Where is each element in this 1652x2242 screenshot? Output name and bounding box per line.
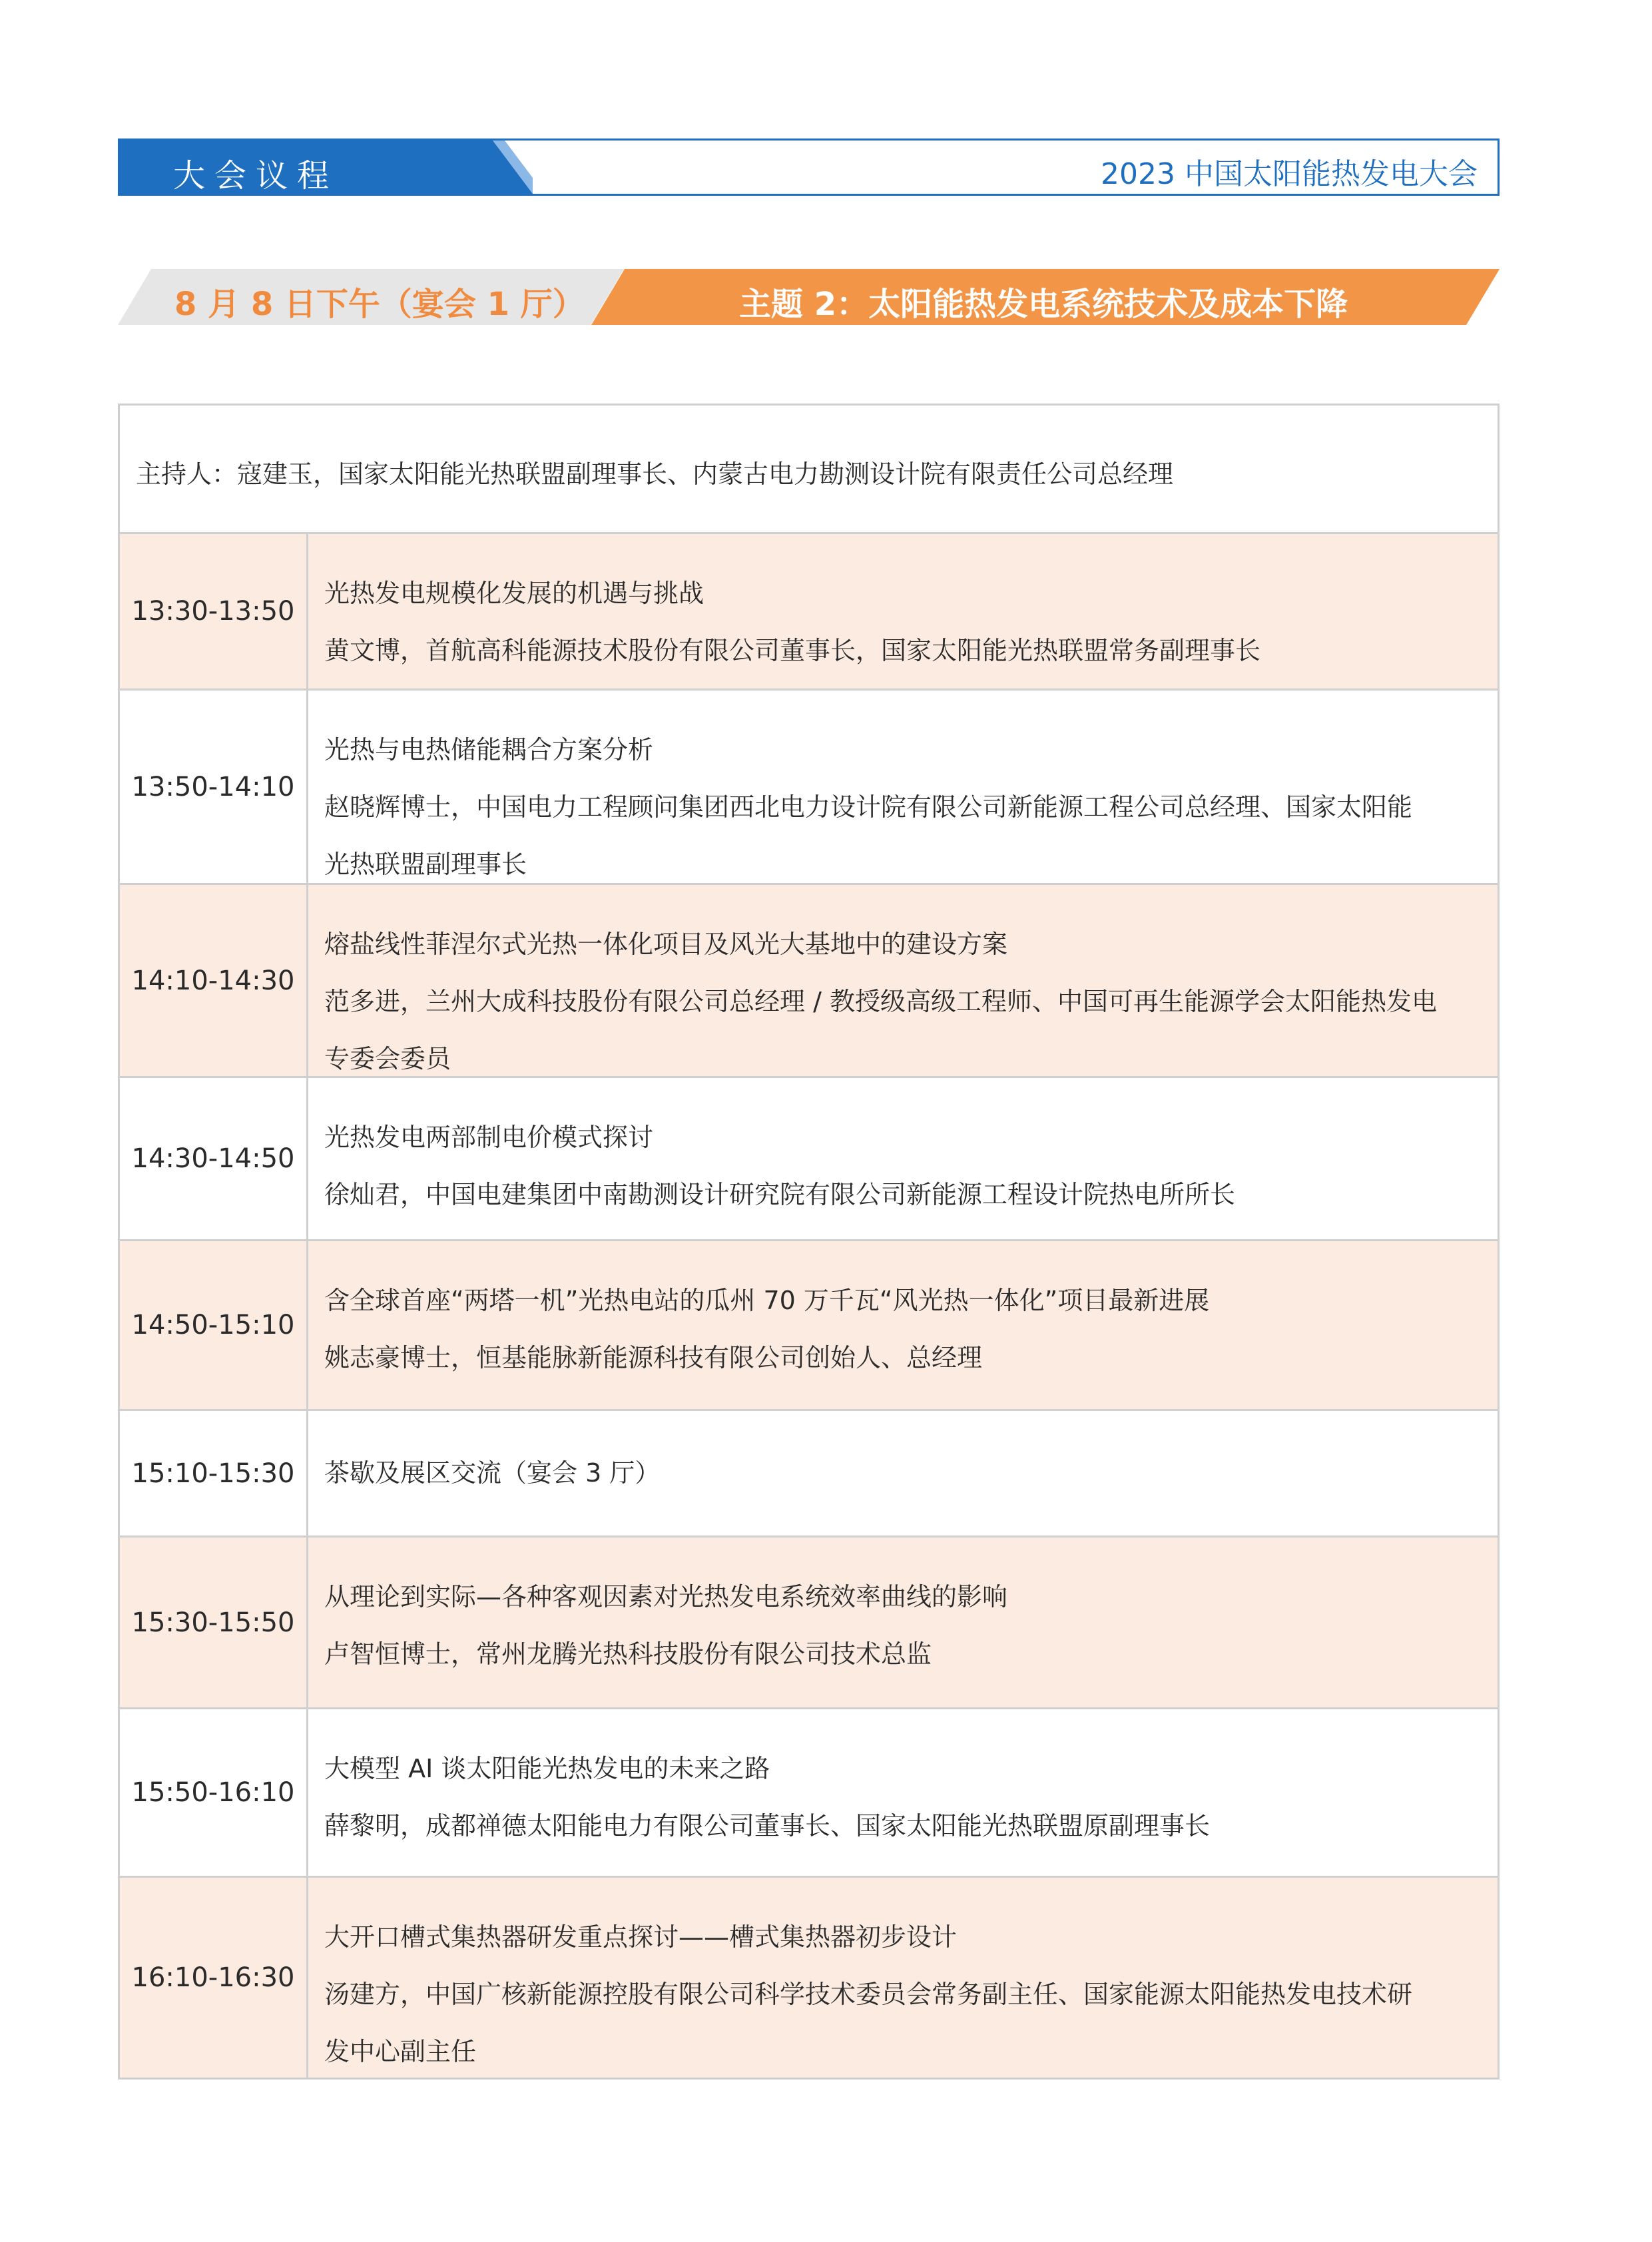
talk-title: 大开口槽式集热器研发重点探讨——槽式集热器初步设计 (324, 1922, 958, 1952)
row-time: 16:10-16:30 (120, 1878, 308, 2078)
talk-speaker: 黄文博，首航高科能源技术股份有限公司董事长，国家太阳能光热联盟常务副理事长 (324, 636, 1261, 665)
talk-speaker: 薛黎明，成都禅德太阳能电力有限公司董事长、国家太阳能光热联盟原副理事长 (324, 1811, 1211, 1840)
talk-title: 含全球首座“两塔一机”光热电站的瓜州 70 万千瓦“风光热一体化”项目最新进展 (324, 1286, 1210, 1315)
break-label: 茶歇及展区交流（宴会 3 厅） (324, 1458, 661, 1488)
row-content (308, 1538, 1498, 1707)
row-time: 14:50-15:10 (120, 1241, 308, 1409)
talk-title: 光热与电热储能耦合方案分析 (324, 735, 654, 764)
row-time: 14:10-14:30 (120, 885, 308, 1076)
talk-speaker: 卢智恒博士，常州龙腾光热科技股份有限公司技术总监 (324, 1639, 932, 1669)
talk-speaker-continued: 光热联盟副理事长 (324, 850, 527, 879)
section-label: 大会议程 (173, 157, 339, 194)
row-time: 15:10-15:30 (120, 1411, 308, 1536)
talk-speaker-continued: 专委会委员 (324, 1044, 451, 1073)
talk-speaker: 汤建方，中国广核新能源控股有限公司科学技术委员会常务副主任、国家能源太阳能热发电技术研 (324, 1980, 1413, 2009)
table-row (120, 1538, 1498, 1709)
row-content (308, 691, 1498, 883)
conference-title: 2023 中国太阳能热发电大会 (1101, 157, 1478, 191)
table-row (120, 1411, 1498, 1538)
table-row (120, 691, 1498, 885)
host-row (120, 406, 1498, 534)
talk-title: 熔盐线性菲涅尔式光热一体化项目及风光大基地中的建设方案 (324, 930, 1008, 959)
row-content (308, 1411, 1498, 1536)
talk-speaker: 范多进，兰州大成科技股份有限公司总经理 / 教授级高级工程师、中国可再生能源学会太阳能热发电 (324, 987, 1437, 1016)
session-date-label: 8 月 8 日下午（宴会 1 厅） (174, 286, 585, 323)
table-row (120, 1709, 1498, 1878)
session-theme-label: 主题 2：太阳能热发电系统技术及成本下降 (739, 286, 1348, 323)
table-row (120, 1878, 1498, 2078)
talk-title: 光热发电两部制电价模式探讨 (324, 1123, 654, 1152)
row-time: 13:30-13:50 (120, 534, 308, 689)
talk-title: 光热发电规模化发展的机遇与挑战 (324, 579, 704, 608)
row-content (308, 534, 1498, 689)
row-content (308, 1878, 1498, 2078)
table-row (120, 1241, 1498, 1411)
talk-title: 从理论到实际—各种客观因素对光热发电系统效率曲线的影响 (324, 1582, 1008, 1611)
row-content (308, 885, 1498, 1076)
talk-speaker: 徐灿君，中国电建集团中南勘测设计研究院有限公司新能源工程设计院热电所所长 (324, 1180, 1236, 1209)
table-row (120, 534, 1498, 691)
talk-title: 大模型 AI 谈太阳能光热发电的未来之路 (324, 1754, 770, 1783)
page-header (118, 139, 1500, 196)
table-row (120, 885, 1498, 1078)
row-time: 15:50-16:10 (120, 1709, 308, 1876)
talk-speaker: 姚志豪博士，恒基能脉新能源科技有限公司创始人、总经理 (324, 1343, 983, 1372)
agenda-table (118, 404, 1500, 2080)
row-time: 14:30-14:50 (120, 1078, 308, 1239)
row-content (308, 1709, 1498, 1876)
table-row (120, 1078, 1498, 1241)
row-time: 13:50-14:10 (120, 691, 308, 883)
talk-speaker-continued: 发中心副主任 (324, 2037, 477, 2066)
row-content (308, 1078, 1498, 1239)
talk-speaker: 赵晓辉博士，中国电力工程顾问集团西北电力设计院有限公司新能源工程公司总经理、国家太阳能 (324, 792, 1413, 822)
row-time: 15:30-15:50 (120, 1538, 308, 1707)
row-content (308, 1241, 1498, 1409)
host-text: 主持人：寇建玉，国家太阳能光热联盟副理事长、内蒙古电力勘测设计院有限责任公司总经理 (136, 459, 1174, 489)
